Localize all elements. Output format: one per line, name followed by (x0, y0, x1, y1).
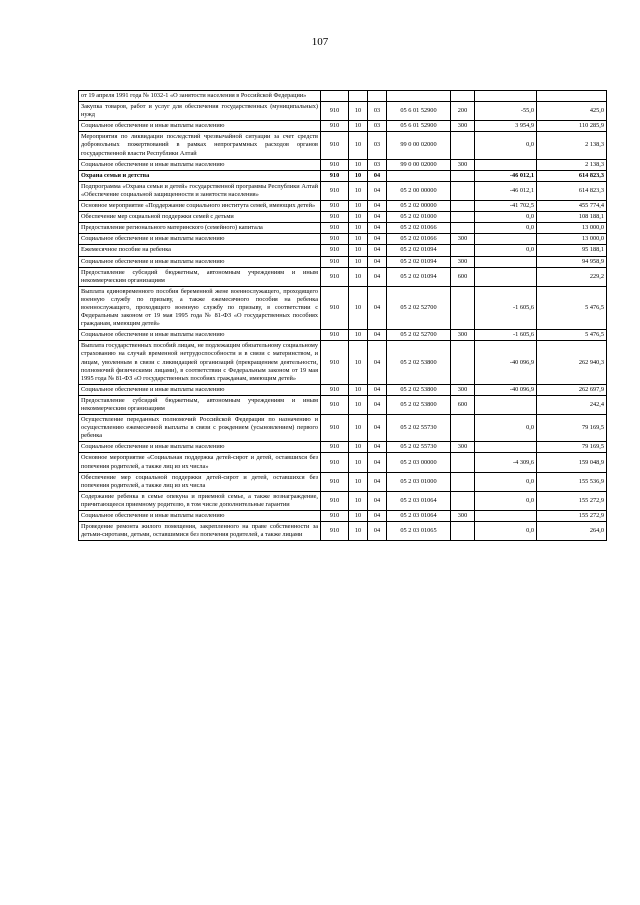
cell-total-amount: 95 188,1 (537, 245, 607, 256)
table-row (79, 491, 607, 510)
cell-subsection-code: 03 (368, 102, 387, 121)
cell-total-amount: 155 272,9 (537, 511, 607, 522)
cell-total-amount: 5 476,5 (537, 286, 607, 329)
cell-target-article: 05 2 02 53800 (387, 384, 451, 395)
cell-change-amount: 3 954,9 (475, 121, 537, 132)
cell-grbs-code: 910 (321, 170, 349, 181)
cell-change-amount: -1 605,6 (475, 286, 537, 329)
cell-expense-type: 300 (451, 121, 475, 132)
cell-grbs-code: 910 (321, 472, 349, 491)
cell-target-article: 99 0 00 02000 (387, 159, 451, 170)
cell-section-code: 10 (349, 286, 368, 329)
cell-grbs-code: 910 (321, 121, 349, 132)
cell-expense-name: Социальное обеспечение и иные выплаты населению (79, 256, 321, 267)
cell-target-article: 05 2 00 00000 (387, 181, 451, 200)
cell-target-article: 05 2 02 01066 (387, 223, 451, 234)
cell-change-amount (475, 256, 537, 267)
cell-grbs-code: 910 (321, 181, 349, 200)
cell-subsection-code: 04 (368, 256, 387, 267)
cell-expense-type (451, 341, 475, 384)
cell-target-article: 05 2 02 01094 (387, 245, 451, 256)
budget-table (78, 90, 607, 541)
cell-expense-type (451, 245, 475, 256)
cell-expense-name: Социальное обеспечение и иные выплаты населению (79, 159, 321, 170)
cell-total-amount: 13 000,0 (537, 223, 607, 234)
cell-grbs-code: 910 (321, 453, 349, 472)
cell-section-code: 10 (349, 223, 368, 234)
cell-grbs-code (321, 91, 349, 102)
cell-total-amount: 155 272,9 (537, 491, 607, 510)
cell-expense-type (451, 453, 475, 472)
cell-expense-type: 300 (451, 330, 475, 341)
table-row (79, 159, 607, 170)
cell-section-code: 10 (349, 181, 368, 200)
table-row (79, 181, 607, 200)
table-row (79, 170, 607, 181)
cell-target-article: 05 2 02 53800 (387, 341, 451, 384)
cell-change-amount: 0,0 (475, 223, 537, 234)
cell-total-amount: 425,0 (537, 102, 607, 121)
cell-grbs-code: 910 (321, 267, 349, 286)
cell-expense-name: Социальное обеспечение и иные выплаты населению (79, 511, 321, 522)
cell-expense-name: Социальное обеспечение и иные выплаты населению (79, 442, 321, 453)
cell-expense-name: Выплата единовременного пособия беременной жене военнослужащего, проходящего военную службу по призыву, а также ежемесячного пособия на ребенка военнослужащего, проходящего военную службу по призыву, в соответствии с Федеральным законом от 19 мая 1995 года № 81-ФЗ «О государственных пособиях гражданам, имеющим детей» (79, 286, 321, 329)
cell-change-amount: -1 605,6 (475, 330, 537, 341)
cell-expense-type (451, 132, 475, 159)
cell-total-amount: 79 169,5 (537, 415, 607, 442)
cell-target-article: 99 0 00 02000 (387, 132, 451, 159)
cell-subsection-code: 04 (368, 511, 387, 522)
cell-section-code (349, 91, 368, 102)
table-row (79, 201, 607, 212)
cell-section-code: 10 (349, 102, 368, 121)
cell-target-article: 05 2 02 52700 (387, 330, 451, 341)
cell-change-amount: -46 012,1 (475, 181, 537, 200)
cell-total-amount: 110 285,9 (537, 121, 607, 132)
cell-expense-type (451, 170, 475, 181)
cell-expense-name: Подпрограмма «Охрана семьи и детей» государственной программы Республики Алтай «Обеспечение социальной защищенности и занятости населения» (79, 181, 321, 200)
cell-target-article: 05 2 03 01065 (387, 522, 451, 541)
cell-expense-name: Предоставление субсидий бюджетным, автономным учреждениям и иным некоммерческим организациям (79, 267, 321, 286)
cell-total-amount: 455 774,4 (537, 201, 607, 212)
cell-expense-name: Предоставление регионального материнского (семейного) капитала (79, 223, 321, 234)
cell-expense-type (451, 472, 475, 491)
cell-section-code: 10 (349, 522, 368, 541)
cell-change-amount: -40 096,9 (475, 341, 537, 384)
cell-expense-type: 300 (451, 234, 475, 245)
cell-expense-name: Ежемесячное пособие на ребенка (79, 245, 321, 256)
cell-grbs-code: 910 (321, 522, 349, 541)
cell-target-article: 05 2 03 01064 (387, 511, 451, 522)
cell-grbs-code: 910 (321, 201, 349, 212)
cell-total-amount: 5 476,5 (537, 330, 607, 341)
cell-total-amount: 229,2 (537, 267, 607, 286)
cell-change-amount (475, 395, 537, 414)
cell-expense-name: Социальное обеспечение и иные выплаты населению (79, 121, 321, 132)
cell-target-article: 05 2 02 00000 (387, 201, 451, 212)
cell-subsection-code: 04 (368, 442, 387, 453)
table-row (79, 245, 607, 256)
cell-section-code: 10 (349, 159, 368, 170)
cell-total-amount: 155 536,9 (537, 472, 607, 491)
cell-grbs-code: 910 (321, 245, 349, 256)
table-row (79, 453, 607, 472)
cell-change-amount (475, 91, 537, 102)
cell-change-amount (475, 511, 537, 522)
cell-subsection-code: 03 (368, 132, 387, 159)
table-row (79, 522, 607, 541)
cell-change-amount: -41 702,5 (475, 201, 537, 212)
cell-expense-type: 300 (451, 384, 475, 395)
cell-section-code: 10 (349, 415, 368, 442)
cell-target-article: 05 6 01 52900 (387, 121, 451, 132)
cell-subsection-code: 04 (368, 267, 387, 286)
cell-target-article: 05 2 02 52700 (387, 286, 451, 329)
cell-expense-name: Выплата государственных пособий лицам, не подлежащим обязательному социальному страхованию на случай временной нетрудоспособности и в связи с материнством, и лицам, уволенным в связи с ликвидацией организаций (прекращением деятельности, полномочий физическими лицами), в соответствии с Федеральным законом от 19 мая 1995 года № 81-ФЗ «О государственных пособиях гражданам, имеющим детей» (79, 341, 321, 384)
cell-change-amount: 0,0 (475, 522, 537, 541)
table-row (79, 256, 607, 267)
cell-target-article: 05 2 02 01066 (387, 234, 451, 245)
cell-target-article: 05 6 01 52900 (387, 102, 451, 121)
cell-subsection-code: 04 (368, 472, 387, 491)
cell-target-article: 05 2 02 01094 (387, 267, 451, 286)
cell-subsection-code (368, 91, 387, 102)
cell-expense-name: Содержание ребенка в семье опекуна и приемной семье, а также вознаграждение, причитающееся приемному родителю, в том числе дополнительные гарантии (79, 491, 321, 510)
cell-target-article (387, 91, 451, 102)
cell-subsection-code: 04 (368, 341, 387, 384)
cell-target-article: 05 2 02 01094 (387, 256, 451, 267)
cell-grbs-code: 910 (321, 102, 349, 121)
cell-expense-name: Основное мероприятие «Поддержание социального института семей, имеющих детей» (79, 201, 321, 212)
cell-expense-type: 600 (451, 395, 475, 414)
cell-change-amount: -55,0 (475, 102, 537, 121)
table-row (79, 102, 607, 121)
cell-expense-name: Обеспечение мер социальной поддержки семей с детьми (79, 212, 321, 223)
cell-expense-type: 200 (451, 102, 475, 121)
cell-subsection-code: 04 (368, 453, 387, 472)
cell-subsection-code: 04 (368, 415, 387, 442)
cell-section-code: 10 (349, 330, 368, 341)
table-row (79, 472, 607, 491)
cell-total-amount: 79 169,5 (537, 442, 607, 453)
cell-change-amount (475, 159, 537, 170)
cell-grbs-code: 910 (321, 341, 349, 384)
cell-expense-name: Закупка товаров, работ и услуг для обеспечения государственных (муниципальных) нужд (79, 102, 321, 121)
table-row (79, 442, 607, 453)
cell-expense-name: Осуществление переданных полномочий Российской Федерации по назначению и осуществлению ежемесячной выплаты в связи с рождением (усыновлением) первого ребенка (79, 415, 321, 442)
cell-expense-type (451, 286, 475, 329)
cell-expense-name: Социальное обеспечение и иные выплаты населению (79, 330, 321, 341)
table-row (79, 234, 607, 245)
cell-expense-name: Обеспечение мер социальной поддержки детей-сирот и детей, оставшихся без попечения родителей, а также лиц из их числа (79, 472, 321, 491)
cell-subsection-code: 04 (368, 234, 387, 245)
cell-section-code: 10 (349, 453, 368, 472)
table-row (79, 341, 607, 384)
cell-section-code: 10 (349, 212, 368, 223)
cell-subsection-code: 04 (368, 491, 387, 510)
table-row (79, 212, 607, 223)
table-row (79, 267, 607, 286)
cell-section-code: 10 (349, 245, 368, 256)
cell-total-amount: 614 823,3 (537, 181, 607, 200)
cell-section-code: 10 (349, 442, 368, 453)
cell-section-code: 10 (349, 395, 368, 414)
cell-subsection-code: 04 (368, 201, 387, 212)
cell-expense-type (451, 522, 475, 541)
cell-grbs-code: 910 (321, 234, 349, 245)
cell-section-code: 10 (349, 256, 368, 267)
cell-target-article (387, 170, 451, 181)
cell-expense-name: Охрана семьи и детства (79, 170, 321, 181)
cell-grbs-code: 910 (321, 132, 349, 159)
cell-target-article: 05 2 03 01000 (387, 472, 451, 491)
cell-grbs-code: 910 (321, 159, 349, 170)
cell-expense-name: Социальное обеспечение и иные выплаты населению (79, 384, 321, 395)
cell-change-amount: 0,0 (475, 132, 537, 159)
cell-change-amount: 0,0 (475, 245, 537, 256)
cell-subsection-code: 04 (368, 181, 387, 200)
table-row (79, 415, 607, 442)
cell-section-code: 10 (349, 472, 368, 491)
cell-change-amount: -4 309,6 (475, 453, 537, 472)
cell-total-amount: 262 697,9 (537, 384, 607, 395)
cell-target-article: 05 2 03 00000 (387, 453, 451, 472)
cell-expense-name: Основное мероприятие «Социальная поддержка детей-сирот и детей, оставшихся без попечения родителей, а также лиц из их числа» (79, 453, 321, 472)
cell-grbs-code: 910 (321, 384, 349, 395)
cell-change-amount: -40 096,9 (475, 384, 537, 395)
cell-expense-name: Предоставление субсидий бюджетным, автономным учреждениям и иным некоммерческим организациям (79, 395, 321, 414)
table-row (79, 286, 607, 329)
cell-expense-name: Мероприятия по ликвидации последствий чрезвычайной ситуации за счет средств добровольных пожертвований в рамках непрограммных расходов органов государственной власти Республики Алтай (79, 132, 321, 159)
cell-section-code: 10 (349, 491, 368, 510)
table-row (79, 330, 607, 341)
cell-expense-type (451, 201, 475, 212)
cell-subsection-code: 04 (368, 245, 387, 256)
cell-expense-type (451, 91, 475, 102)
cell-grbs-code: 910 (321, 212, 349, 223)
cell-expense-name: Проведение ремонта жилого помещения, закрепленного на праве собственности за детьми-сиротами, детьми, оставшимися без попечения родителей, а также лицами (79, 522, 321, 541)
cell-section-code: 10 (349, 384, 368, 395)
table-row (79, 132, 607, 159)
cell-expense-type: 300 (451, 442, 475, 453)
cell-total-amount: 13 000,0 (537, 234, 607, 245)
cell-total-amount: 159 048,9 (537, 453, 607, 472)
cell-total-amount (537, 91, 607, 102)
cell-expense-type (451, 212, 475, 223)
cell-section-code: 10 (349, 234, 368, 245)
cell-subsection-code: 04 (368, 212, 387, 223)
cell-expense-type: 600 (451, 267, 475, 286)
cell-expense-type: 300 (451, 256, 475, 267)
cell-subsection-code: 03 (368, 159, 387, 170)
cell-section-code: 10 (349, 170, 368, 181)
cell-subsection-code: 03 (368, 121, 387, 132)
cell-change-amount: 0,0 (475, 472, 537, 491)
cell-expense-type (451, 415, 475, 442)
cell-change-amount: 0,0 (475, 491, 537, 510)
cell-change-amount: 0,0 (475, 212, 537, 223)
cell-section-code: 10 (349, 341, 368, 384)
cell-subsection-code: 04 (368, 384, 387, 395)
cell-subsection-code: 04 (368, 522, 387, 541)
cell-expense-name: Социальное обеспечение и иные выплаты населению (79, 234, 321, 245)
cell-grbs-code: 910 (321, 395, 349, 414)
cell-section-code: 10 (349, 267, 368, 286)
cell-expense-name: от 19 апреля 1991 года № 1032-1 «О занятости населения в Российской Федерации» (79, 91, 321, 102)
cell-expense-type (451, 491, 475, 510)
cell-change-amount: -46 012,1 (475, 170, 537, 181)
cell-expense-type: 300 (451, 159, 475, 170)
cell-grbs-code: 910 (321, 491, 349, 510)
cell-expense-type (451, 223, 475, 234)
table-row (79, 223, 607, 234)
cell-total-amount: 2 138,3 (537, 132, 607, 159)
cell-change-amount: 0,0 (475, 415, 537, 442)
cell-grbs-code: 910 (321, 256, 349, 267)
cell-section-code: 10 (349, 132, 368, 159)
cell-total-amount: 2 138,3 (537, 159, 607, 170)
cell-target-article: 05 2 02 53800 (387, 395, 451, 414)
cell-grbs-code: 910 (321, 511, 349, 522)
cell-total-amount: 264,0 (537, 522, 607, 541)
cell-change-amount (475, 442, 537, 453)
table-row (79, 91, 607, 102)
cell-target-article: 05 2 02 55730 (387, 442, 451, 453)
cell-section-code: 10 (349, 201, 368, 212)
cell-total-amount: 94 958,9 (537, 256, 607, 267)
cell-grbs-code: 910 (321, 330, 349, 341)
cell-subsection-code: 04 (368, 330, 387, 341)
cell-target-article: 05 2 02 55730 (387, 415, 451, 442)
table-row (79, 395, 607, 414)
table-row (79, 511, 607, 522)
cell-target-article: 05 2 03 01064 (387, 491, 451, 510)
cell-subsection-code: 04 (368, 286, 387, 329)
table-row (79, 384, 607, 395)
cell-grbs-code: 910 (321, 415, 349, 442)
cell-subsection-code: 04 (368, 170, 387, 181)
cell-change-amount (475, 234, 537, 245)
cell-change-amount (475, 267, 537, 286)
cell-expense-type: 300 (451, 511, 475, 522)
cell-subsection-code: 04 (368, 223, 387, 234)
cell-total-amount: 242,4 (537, 395, 607, 414)
cell-grbs-code: 910 (321, 223, 349, 234)
cell-total-amount: 614 823,3 (537, 170, 607, 181)
table-row (79, 121, 607, 132)
cell-grbs-code: 910 (321, 442, 349, 453)
cell-total-amount: 262 940,3 (537, 341, 607, 384)
cell-grbs-code: 910 (321, 286, 349, 329)
cell-total-amount: 108 188,1 (537, 212, 607, 223)
cell-section-code: 10 (349, 121, 368, 132)
cell-target-article: 05 2 02 01000 (387, 212, 451, 223)
page-number: 107 (311, 36, 329, 48)
cell-subsection-code: 04 (368, 395, 387, 414)
cell-expense-type (451, 181, 475, 200)
cell-section-code: 10 (349, 511, 368, 522)
